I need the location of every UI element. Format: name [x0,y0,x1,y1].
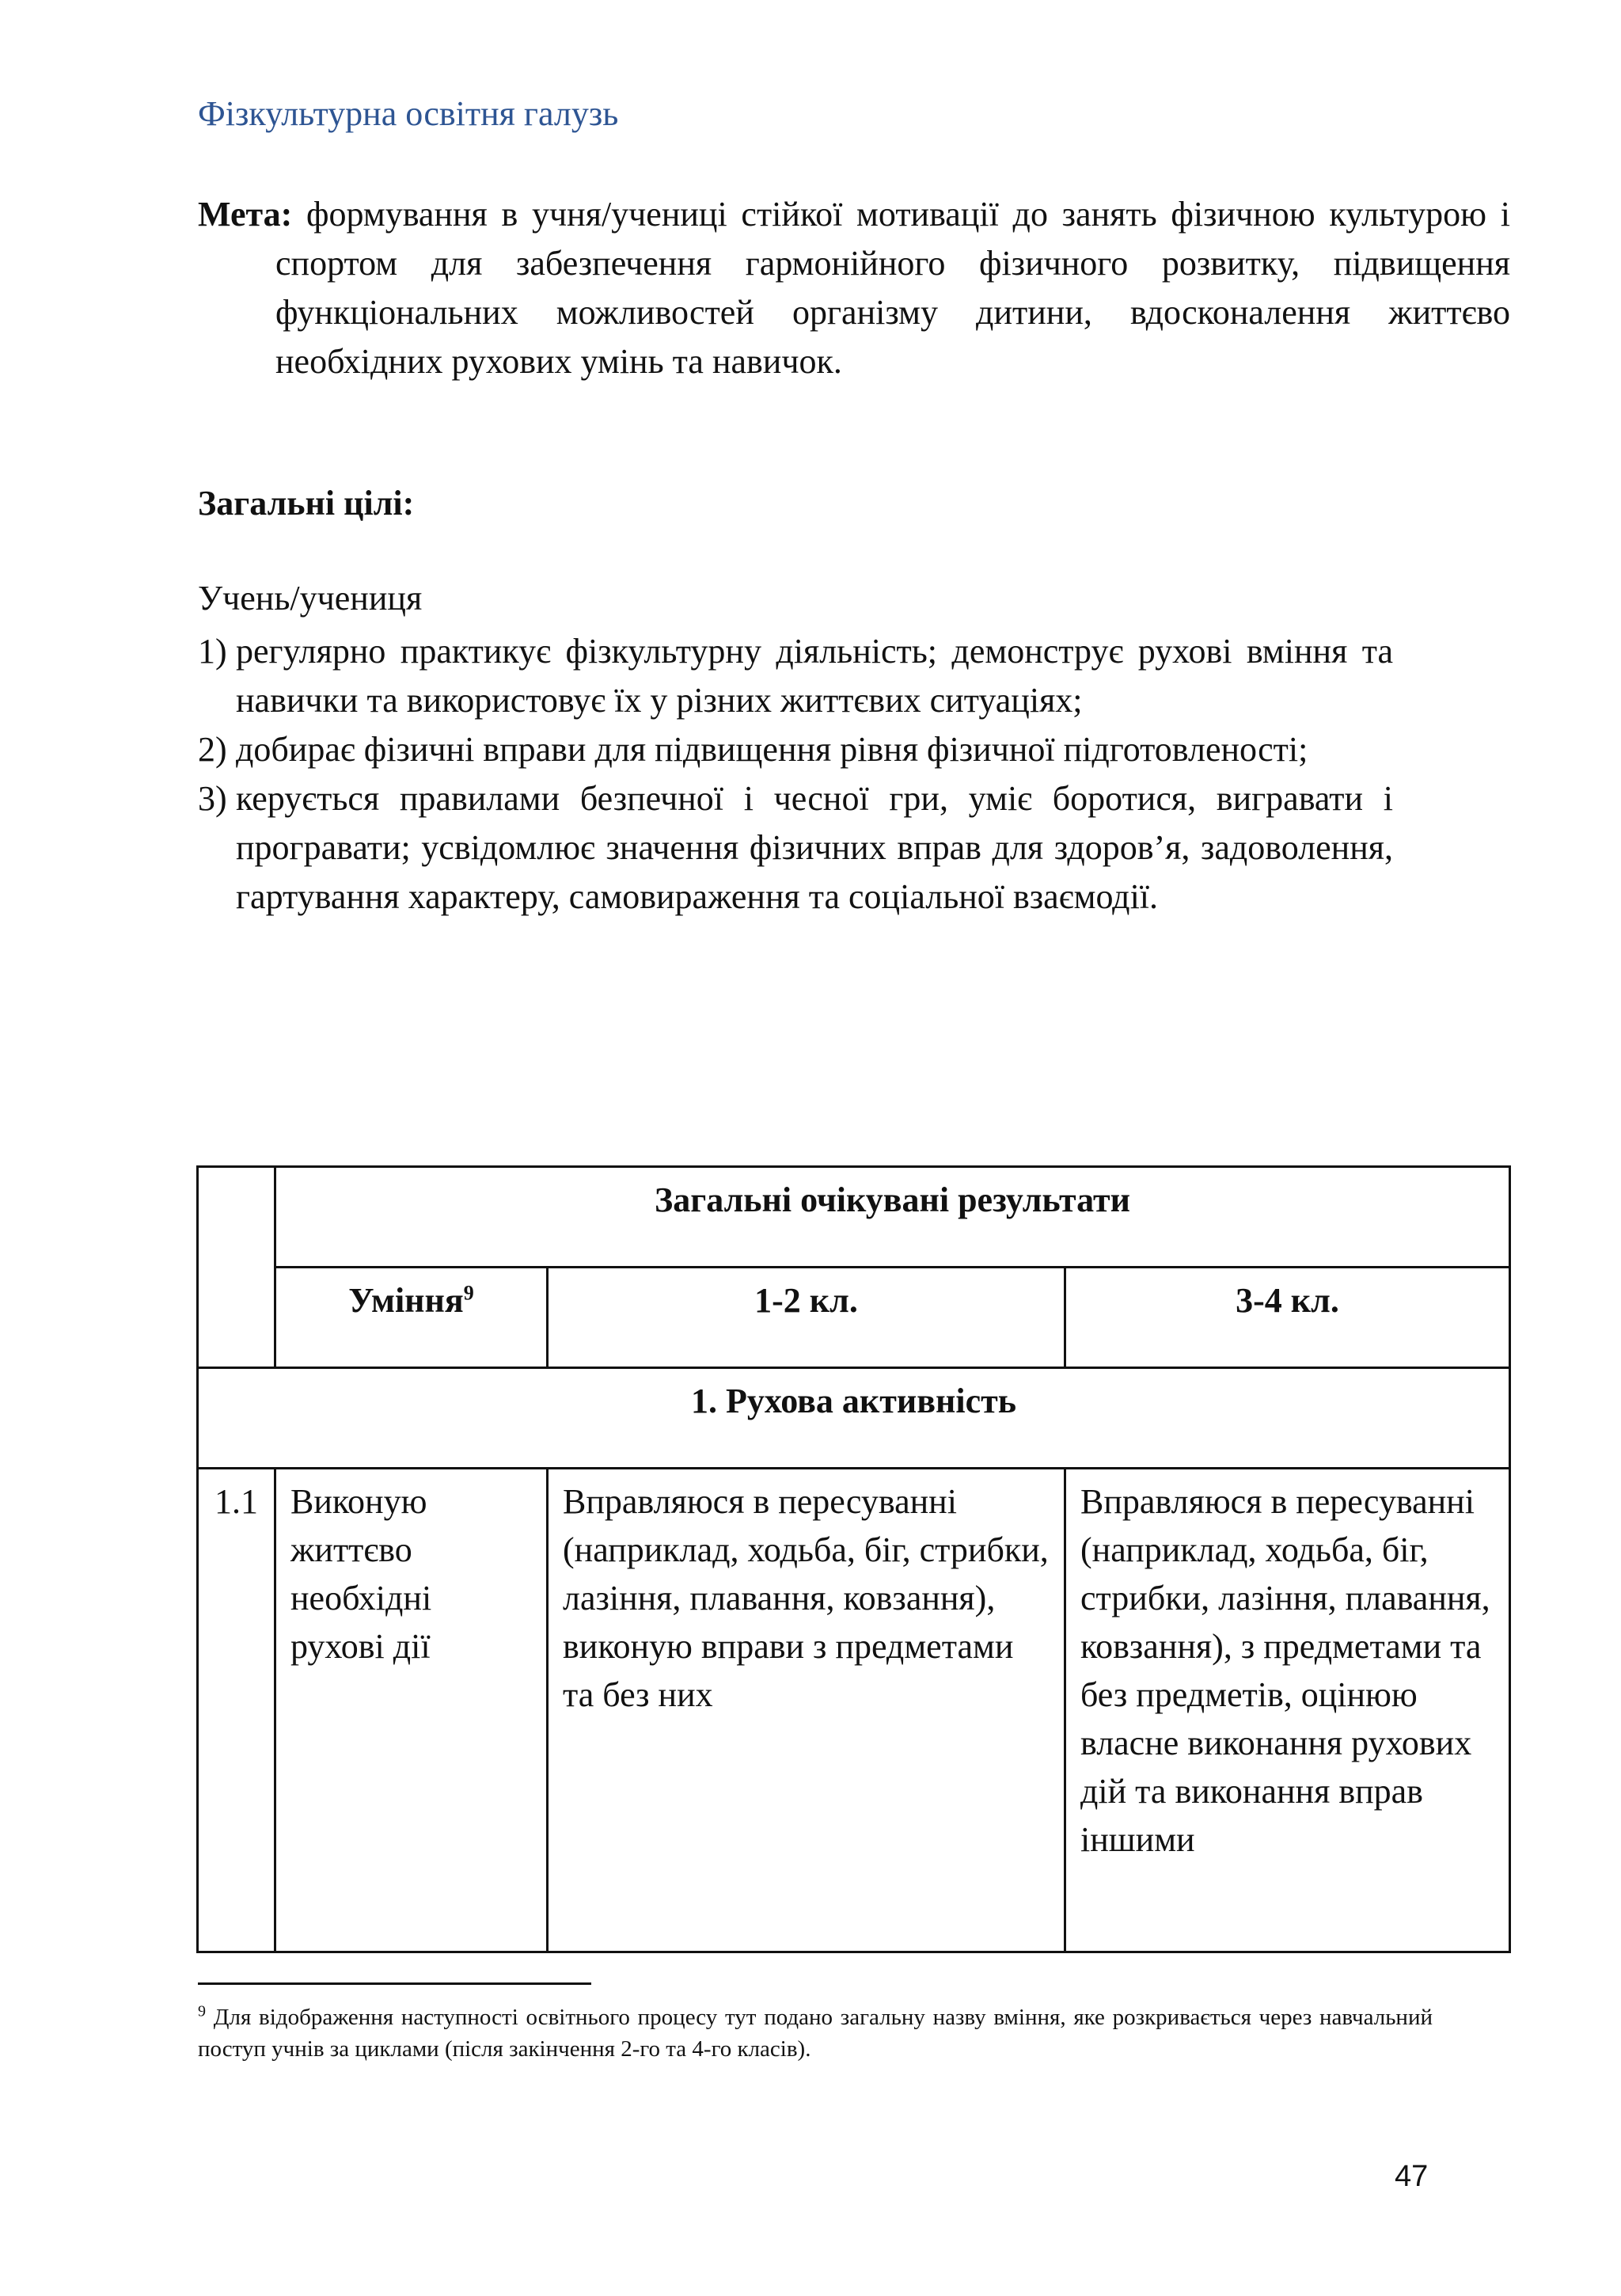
footnote-reference: 9 [463,1281,474,1305]
table-header-row [198,1268,1510,1368]
table-title-row [198,1167,1510,1268]
goal-text: формування в учня/учениці стійкої мотивації до занять фізичною культурою і спортом для забезпечення гармонійного фізичного розвитку, підвищення функціональних можливостей організму дитини, вдосконалення життєво необхідних рухових умінь та навичок. [275,195,1511,381]
goal-item-number: 2) [198,730,227,769]
goal-item-2 [198,725,1393,774]
section-title: 1. Рухова активність [198,1368,1510,1469]
footnote-mark: 9 [198,2002,206,2020]
goal-item-3 [198,774,1393,922]
footnote [198,2001,1433,2065]
goal-item-text: регулярно практикує фізкультурну діяльність; демонструє рухові вміння та навички та використовує їх у різних життєвих ситуаціях; [236,632,1393,720]
page-number: 47 [1395,2160,1429,2193]
row-grade-1-2: Вправляюся в пересуванні (наприклад, ходьба, біг, стрибки, лазіння, плавання, ковзання), виконую вправи з предметами та без них [548,1469,1065,1952]
results-table [196,1165,1511,1953]
column-header-skill-label: Уміння [348,1281,464,1320]
goal-item-number: 1) [198,632,227,671]
goal-item-text: керується правилами безпечної і чесної гри, уміє боротися, вигравати і програвати; усвідомлює значення фізичних вправ для здоров’я, задоволення, гартування характеру, самовираження та соціальної взаємодії. [236,779,1393,916]
table-row [198,1469,1510,1952]
goals-list [198,627,1393,922]
row-skill: Виконую життєво необхідні рухові дії [275,1469,548,1952]
column-header-grade-3-4: 3-4 кл. [1065,1268,1510,1368]
footnote-divider [198,1982,591,1985]
table-title: Загальні очікувані результати [275,1167,1510,1268]
goal-paragraph [198,190,1510,386]
column-header-skill [275,1268,548,1368]
row-grade-3-4: Вправляюся в пересуванні (наприклад, ходьба, біг, стрибки, лазіння, плавання, ковзання), з предметами та без предметів, оцінюю власне виконання рухових дій та виконання вправ іншими [1065,1469,1510,1952]
row-number: 1.1 [198,1469,275,1952]
general-goals-title: Загальні цілі: [198,484,415,523]
section-heading: Фізкультурна освітня галузь [198,94,619,133]
goal-item-text: добирає фізичні вправи для підвищення рівня фізичної підготовленості; [236,730,1308,769]
column-header-grade-1-2: 1-2 кл. [548,1268,1065,1368]
student-label: Учень/учениця [198,579,423,618]
goal-item-1 [198,627,1393,725]
goal-item-number: 3) [198,779,227,818]
footnote-text: Для відображення наступності освітнього процесу тут подано загальну назву вміння, яке розкривається через навчальний поступ учнів за циклами (після закінчення 2-го та 4-го класів). [198,2005,1433,2062]
table-corner-cell [198,1167,275,1368]
table-section-row [198,1368,1510,1469]
goal-label: Мета: [198,195,293,234]
